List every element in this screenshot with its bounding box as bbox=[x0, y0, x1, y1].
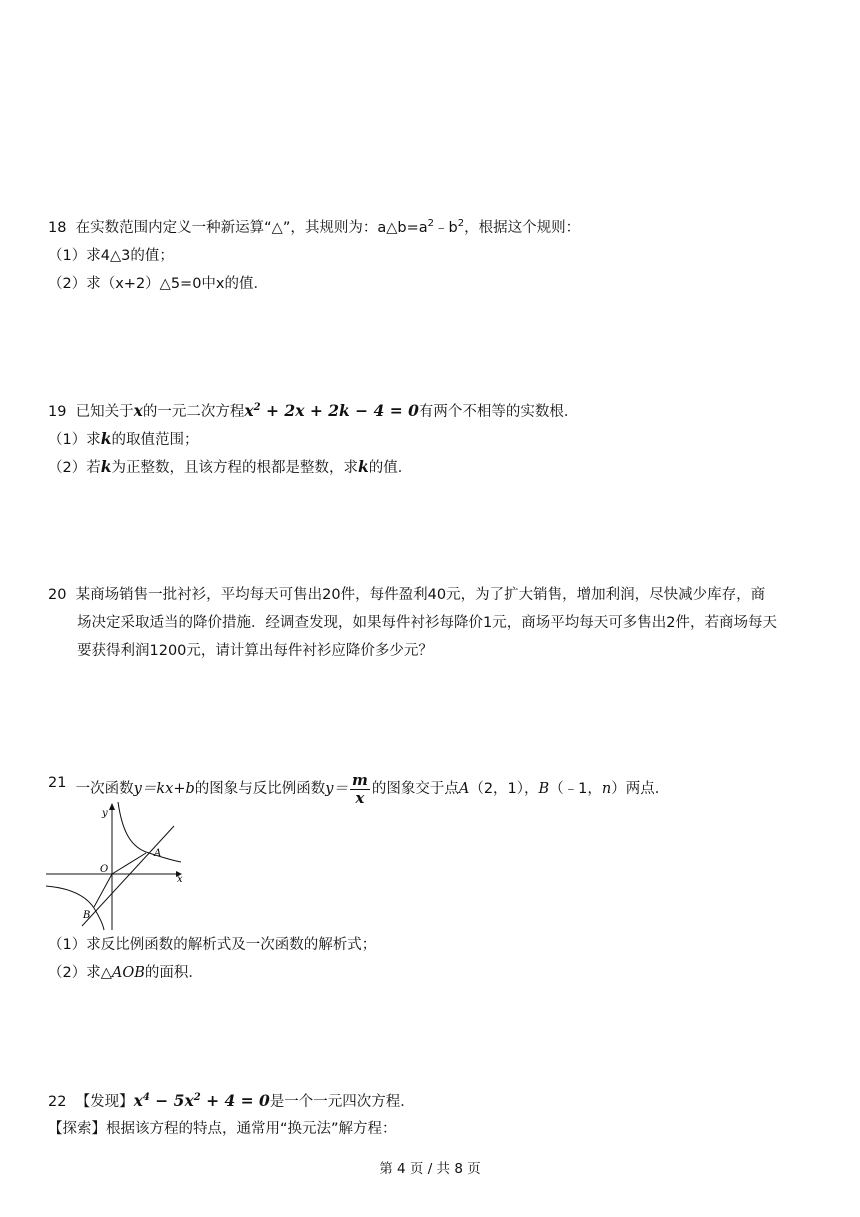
q21-number: 21 bbox=[48, 775, 67, 791]
page-footer: 第 4 页 / 共 8 页 bbox=[379, 1161, 481, 1177]
q22-number: 22 bbox=[48, 1094, 67, 1110]
y-axis-label: y bbox=[102, 808, 108, 819]
q21-stem: 21 一次函数y＝kx+b的图象与反比例函数y＝ $\frac{m}{x}$ 的图象交于点A（2，1），B（﹣1，n）两点． bbox=[48, 770, 670, 807]
y-axis-arrow bbox=[109, 803, 115, 810]
q18-part2: （2）求（x+2）△5=0中x的值． bbox=[48, 276, 269, 292]
q21-part1: （1）求反比例函数的解析式及一次函数的解析式； bbox=[48, 937, 377, 953]
x-axis-label: x bbox=[177, 874, 183, 885]
q19-stem: 19 已知关于x的一元二次方程$x^2 + 2x + 2k - 4 = 0$有两个不相等的实数根． bbox=[48, 401, 579, 420]
function-graph bbox=[46, 800, 191, 932]
segment-oa bbox=[112, 853, 146, 874]
linear-function-line bbox=[82, 826, 174, 926]
q19-equation: $x^2 + 2x + 2k - 4 = 0$ bbox=[244, 401, 419, 420]
point-a-label: A bbox=[154, 848, 162, 859]
q22-stem: 22 【发现】$x^4 - 5x^2 + 4 = 0$是一个一元四次方程． bbox=[48, 1091, 415, 1110]
point-b-label: B bbox=[83, 910, 91, 921]
q19-number: 19 bbox=[48, 404, 67, 420]
q19-part1: （1）求k的取值范围； bbox=[48, 429, 199, 448]
q18-stem: 18 在实数范围内定义一种新运算“△”，其规则为：$a\triangle b=a^2﹣b^2$，根据这个规则： bbox=[48, 218, 581, 236]
origin-label: O bbox=[100, 864, 109, 875]
q22-equation: $x^4 - 5x^2 + 4 = 0$ bbox=[133, 1091, 270, 1110]
q21-part2: （2）求△AOB的面积． bbox=[48, 965, 203, 981]
hyperbola-branch-2 bbox=[46, 886, 104, 930]
q18-part1: （1）求4△3的值； bbox=[48, 248, 174, 264]
q20-line3: 要获得利润1200元，请计算出每件衬衫应降价多少元？ bbox=[77, 643, 433, 659]
q18-number: 18 bbox=[48, 220, 67, 236]
q20-line2: 场决定采取适当的降价措施．经调查发现，如果每件衬衫每降价1元，商场平均每天可多售出2件，若商场每天 bbox=[77, 615, 777, 631]
segment-ob bbox=[94, 874, 112, 907]
q19-part2: （2）若k为正整数，且该方程的根都是整数，求k的值． bbox=[48, 457, 413, 476]
q20-line1: 20 某商场销售一批衬衫，平均每天可售出20件，每件盈利40元，为了扩大销售，增加利润，尽快减少库存，商 bbox=[48, 587, 766, 603]
q22-line2: 【探索】根据该方程的特点，通常用“换元法”解方程： bbox=[48, 1121, 397, 1137]
fraction-m-over-x: $\frac{m}{x}$ bbox=[351, 770, 368, 807]
q20-number: 20 bbox=[48, 587, 67, 603]
